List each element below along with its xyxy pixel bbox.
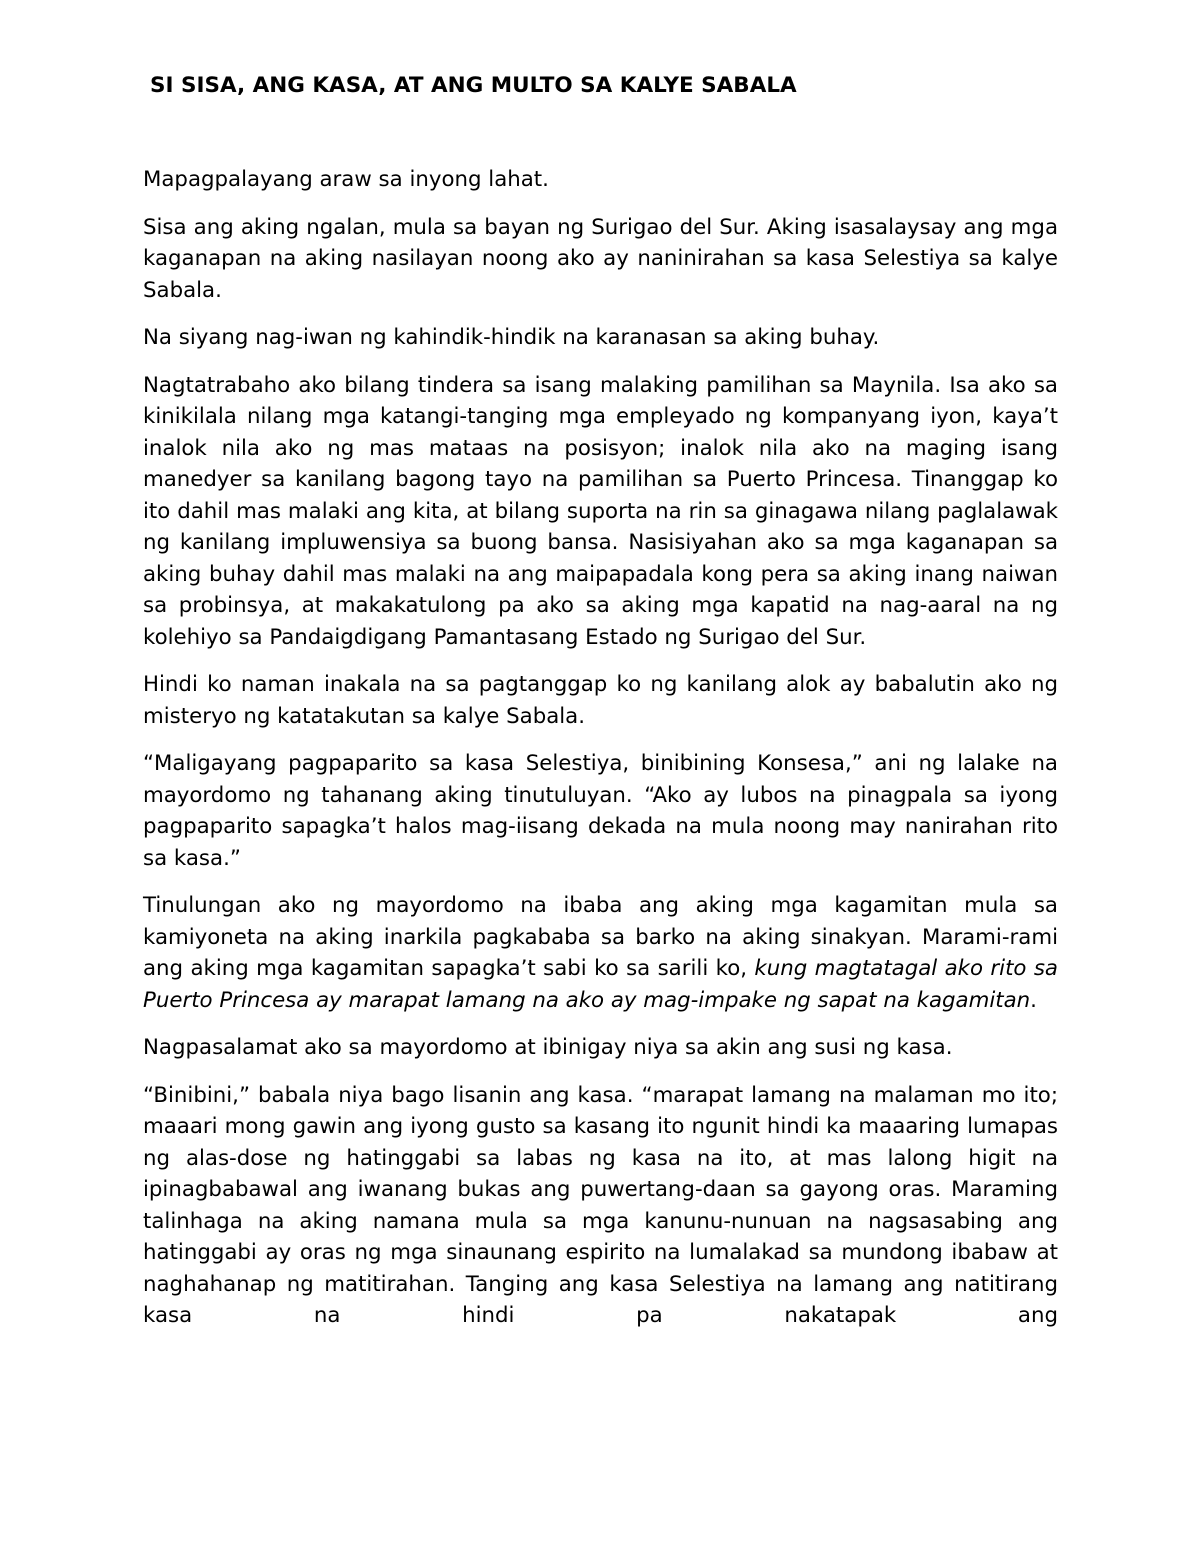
document-body [143,164,1058,1348]
belongings-period: . [1030,987,1037,1013]
paragraph-mystery: Hindi ko naman inakala na sa pagtanggap ko ng kanilang alok ay babalutin ako ng misteryo ng katatakutan sa kalye Sabala. [143,672,1058,729]
paragraph-work: Nagtatrabaho ako bilang tindera sa isang malaking pamilihan sa Maynila. Isa ako sa kinikilala nilang mga katangi-tanging mga empleyado ng kompanyang iyon, kaya’t inalok nila ako ng mas mataas na posisyon; inalok nila ako na maging isang manedyer sa kanilang bagong tayo na pamilihan sa Puerto Princesa. Tinanggap ko ito dahil mas malaki ang kita, at bilang suporta na rin sa ginagawa nilang paglalawak ng kanilang impluwensiya sa buong bansa. Nasisiyahan ako sa mga kaganapan sa aking buhay dahil mas malaki na ang maipapadala kong pera sa aking inang naiwan sa probinsya, at makakatulong pa ako sa aking mga kapatid na nag-aaral na ng kolehiyo sa Pandaigdigang Pamantasang Estado ng Surigao del Sur. [143,372,1058,650]
paragraph-belongings [143,890,1058,1016]
document-title: SI SISA, ANG KASA, AT ANG MULTO SA KALYE SABALA [150,73,797,98]
paragraph-warning: “Binibini,” babala niya bago lisanin ang kasa. “marapat lamang na malaman mo ito; maaari mong gawin ang iyong gusto sa kasang ito ngunit hindi ka maaaring lumapas ng alas-dose ng hatinggabi sa labas ng kasa na ito, at mas lalong higit na ipinagbabawal ang iwanang bukas ang puwertang-daan sa gayong oras. Maraming talinhaga na aking namana mula sa mga kanunu-nunuan na nagsasabing ang hatinggabi ay oras ng mga sinaunang espirito na lumalakad sa mundong ibabaw at naghahanap ng matitirahan. Tanging ang kasa Selestiya na lamang ang natitirang kasa na hindi pa nakatapak ang [143,1082,1058,1328]
belongings-thought: kung magtatagal ako rito sa Puerto Princesa ay marapat lamang na ako ay mag-impake ng sapat na kagamitan [143,956,1058,1013]
paragraph-experience: Na siyang nag-iwan ng kahindik-hindik na karanasan sa aking buhay. [143,325,880,350]
paragraph-greeting: Mapagpalayang araw sa inyong lahat. [143,167,549,192]
belongings-text: Tinulungan ako ng mayordomo na ibaba ang aking mga kagamitan mula sa kamiyoneta na aking inarkila pagkababa sa barko na aking sinakyan. Marami-rami ang aking mga kagamitan sapagka’t sabi ko sa sarili ko, [143,893,1058,981]
paragraph-key: Nagpasalamat ako sa mayordomo at ibinigay niya sa akin ang susi ng kasa. [143,1035,953,1060]
paragraph-introduction: Sisa ang aking ngalan, mula sa bayan ng Surigao del Sur. Aking isasalaysay ang mga kaganapan na aking nasilayan noong ako ay naninirahan sa kasa Selestiya sa kalye Sabala. [143,214,1058,303]
paragraph-welcome-dialogue: “Maligayang pagpaparito sa kasa Selestiya, binibining Konsesa,” ani ng lalake na mayordomo ng tahanang aking tinutuluyan. “Ako ay lubos na pinagpala sa iyong pagpaparito sapagka’t halos mag-iisang dekada na mula noong may nanirahan rito sa kasa.” [143,751,1058,871]
